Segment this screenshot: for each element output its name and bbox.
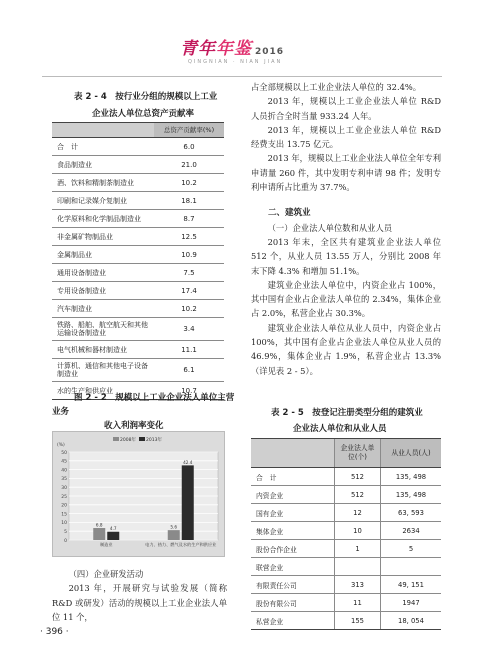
table-row <box>251 540 441 558</box>
figure-2-2-caption-3: 收入利润率变化 <box>104 421 164 431</box>
legend-swatch <box>113 437 119 441</box>
subsection-title: （一）企业法人单位数和从业人员 <box>267 222 393 233</box>
table-row <box>52 341 224 359</box>
spacer <box>251 194 441 206</box>
table-header-row <box>251 439 441 468</box>
table-row <box>52 318 224 341</box>
row-label: 合 计 <box>52 138 154 156</box>
row-label: 金属制品业 <box>52 246 154 264</box>
table-header-value: 总资产贡献率(%) <box>154 123 224 138</box>
cell-people: 5 <box>381 540 442 558</box>
right-para-2: 2013 年，规模以上工业企业法人单位 R&D 经费支出 13.75 亿元。 <box>251 124 441 150</box>
table-row <box>251 522 441 540</box>
cell-units: 1 <box>335 540 381 558</box>
row-label: 印刷和记录媒介复制业 <box>52 192 154 210</box>
table-row <box>52 264 224 282</box>
table-row <box>251 486 441 504</box>
cell-label: 集体企业 <box>251 522 335 540</box>
row-value: 18.1 <box>154 192 224 210</box>
row-value: 6.0 <box>154 138 224 156</box>
cell-people: 49, 151 <box>381 576 442 594</box>
bar <box>107 532 119 540</box>
y-tick-label: 5 <box>64 530 67 535</box>
table-2-5 <box>251 438 441 630</box>
y-tick-label: 25 <box>61 494 67 500</box>
row-value: 6.1 <box>154 359 224 382</box>
table-row <box>52 228 224 246</box>
right-para-4: 2013 年末，全区共有建筑业企业法人单位 512 个，从业人员 13.55 万人，分别比 2008 年末下降 4.3% 和增加 51.1%。 <box>251 236 441 276</box>
cell-units: 11 <box>335 594 381 612</box>
header-logo <box>180 34 310 74</box>
table-row <box>251 558 441 576</box>
right-line-0: 占全部规模以上工业企业法人单位的 32.4%。 <box>251 82 422 92</box>
table-row <box>251 468 441 486</box>
table-2-5-caption-2: 企业法人单位和从业人员 <box>293 424 387 434</box>
cell-label: 国有企业 <box>251 504 335 522</box>
bar-chart-svg <box>53 432 224 556</box>
bar <box>182 465 194 540</box>
y-tick-label: 45 <box>61 459 67 465</box>
row-label: 铁路、船舶、航空航天和其他运输设备制造业 <box>52 318 154 341</box>
table-2-5-caption-1: 表 2 - 5 按登记注册类型分组的建筑业 <box>271 408 423 418</box>
table-2-4-caption-1: 表 2 - 4 按行业分组的规模以上工业 <box>74 92 218 102</box>
figure-2-2-caption-2: 业务 <box>52 407 70 417</box>
page-number: · 396 · <box>40 627 69 637</box>
logo-subtitle: QINGNIAN · NIAN JIAN <box>188 59 283 65</box>
table-row <box>52 174 224 192</box>
table-row <box>251 594 441 612</box>
row-value: 12.5 <box>154 228 224 246</box>
y-tick-label: 40 <box>61 468 67 474</box>
table-row <box>52 359 224 382</box>
cell-units: 512 <box>335 468 381 486</box>
table-header-blank <box>251 439 335 468</box>
cell-people <box>381 558 442 576</box>
cell-people: 18, 054 <box>381 612 442 630</box>
row-label: 电气机械和器材制造业 <box>52 341 154 359</box>
bar <box>93 528 105 540</box>
table-row <box>52 156 224 174</box>
logo-title: 青年年鉴 2016 <box>180 39 285 59</box>
data-label: 6.8 <box>95 522 103 528</box>
cell-label: 私营企业 <box>251 612 335 630</box>
table-header-people: 从业人员(人) <box>381 439 442 468</box>
right-para-6: 建筑业企业法人单位从业人员中，内资企业占 100%，其中国有企业占企业法人单位从业人员的 46.9%，集体企业占 1.9%，私营企业占 13.3%（详见表 2 - 5）。 <box>251 322 441 376</box>
table-row <box>251 612 441 630</box>
y-tick-label: 20 <box>61 503 67 509</box>
cell-people: 135, 498 <box>381 468 442 486</box>
cell-units: 12 <box>335 504 381 522</box>
cell-units: 10 <box>335 522 381 540</box>
cell-label: 股份合作企业 <box>251 540 335 558</box>
bar <box>168 530 180 540</box>
cell-units: 313 <box>335 576 381 594</box>
rd-heading: （四）企业研发活动 <box>68 569 144 579</box>
table-row <box>52 192 224 210</box>
legend-label: 2013年 <box>146 438 162 443</box>
row-value: 8.7 <box>154 210 224 228</box>
row-label: 酒、饮料和精制茶制造业 <box>52 174 154 192</box>
cell-people: 63, 593 <box>381 504 442 522</box>
row-value: 10.2 <box>154 300 224 318</box>
y-tick-label: 0 <box>64 538 67 544</box>
row-label: 汽车制造业 <box>52 300 154 318</box>
table-2-4-caption-2: 企业法人单位总资产贡献率 <box>92 109 195 119</box>
cell-units: 512 <box>335 486 381 504</box>
row-label: 通用设备制造业 <box>52 264 154 282</box>
row-value: 10.2 <box>154 174 224 192</box>
cell-label: 内资企业 <box>251 486 335 504</box>
row-value: 3.4 <box>154 318 224 341</box>
cell-label: 联营企业 <box>251 558 335 576</box>
left-body-text <box>52 567 227 624</box>
x-tick-label: 电力、热力、燃气及水的生产和供应业 <box>145 542 217 547</box>
figure-2-2-caption-1: 图 2 - 2 规模以上工业企业法人单位主营 <box>74 393 235 403</box>
rd-paragraph: 2013 年，开展研究与试验发展（简称 R&D 或研发）活动的规模以上工业企业法人单位 11 个， <box>52 583 227 622</box>
legend-label: 2008年 <box>120 438 136 443</box>
right-body-text <box>251 80 441 378</box>
row-value: 11.1 <box>154 341 224 359</box>
row-label: 食品制造业 <box>52 156 154 174</box>
x-tick-label: 制造业 <box>99 542 113 547</box>
header-divider <box>42 76 442 77</box>
cell-label: 股份有限公司 <box>251 594 335 612</box>
cell-label: 合 计 <box>251 468 335 486</box>
data-label: 5.6 <box>170 524 178 530</box>
table-row <box>251 504 441 522</box>
cell-label: 有限责任公司 <box>251 576 335 594</box>
y-tick-label: 35 <box>61 477 67 483</box>
right-para-1: 2013 年，规模以上工业企业法人单位 R&D 人员折合全时当量 933.24 人年。 <box>251 96 441 121</box>
row-value: 21.0 <box>154 156 224 174</box>
table-row <box>52 300 224 318</box>
cell-people: 2634 <box>381 522 442 540</box>
y-tick-label: 30 <box>61 486 67 491</box>
table-2-4 <box>52 122 224 400</box>
data-label: 42.4 <box>183 459 193 465</box>
data-label: 4.7 <box>109 526 117 532</box>
table-header-blank <box>52 123 154 138</box>
y-tick-label: 10 <box>61 521 67 527</box>
cell-units: 155 <box>335 612 381 630</box>
row-value: 10.7 <box>154 382 224 400</box>
table-row <box>52 282 224 300</box>
cell-people: 135, 498 <box>381 486 442 504</box>
cell-units <box>335 558 381 576</box>
row-label: 化学原料和化学制品制造业 <box>52 210 154 228</box>
row-value: 17.4 <box>154 282 224 300</box>
right-para-5: 建筑业企业法人单位中，内资企业占 100%，其中国有企业占企业法人单位的 2.34%，集体企业占 2.0%，私营企业占 30.3%。 <box>251 279 441 319</box>
row-value: 7.5 <box>154 264 224 282</box>
cell-people: 1947 <box>381 594 442 612</box>
table-header-row <box>52 123 224 138</box>
right-para-3: 2013 年，规模以上工业企业法人单位全年专利申请量 260 件，其中发明专利申请 98 件；发明专利申请所占比重为 37.7%。 <box>251 153 441 193</box>
row-label: 计算机、通信和其他电子设备制造业 <box>52 359 154 382</box>
table-row <box>52 138 224 156</box>
y-tick-label: 50 <box>61 450 67 456</box>
bar-chart <box>52 431 225 557</box>
row-label: 专用设备制造业 <box>52 282 154 300</box>
row-label: 非金属矿物制品业 <box>52 228 154 246</box>
legend-swatch <box>139 437 145 441</box>
table-header-units: 企业法人单位(个) <box>335 439 381 468</box>
table-row <box>52 246 224 264</box>
y-tick-label: 15 <box>61 512 67 518</box>
y-axis-label: (%) <box>57 443 65 448</box>
table-row <box>251 576 441 594</box>
table-row <box>52 210 224 228</box>
row-value: 10.9 <box>154 246 224 264</box>
section-title: 二、建筑业 <box>268 208 311 219</box>
row-label: 水的生产和供应业 <box>52 382 154 400</box>
